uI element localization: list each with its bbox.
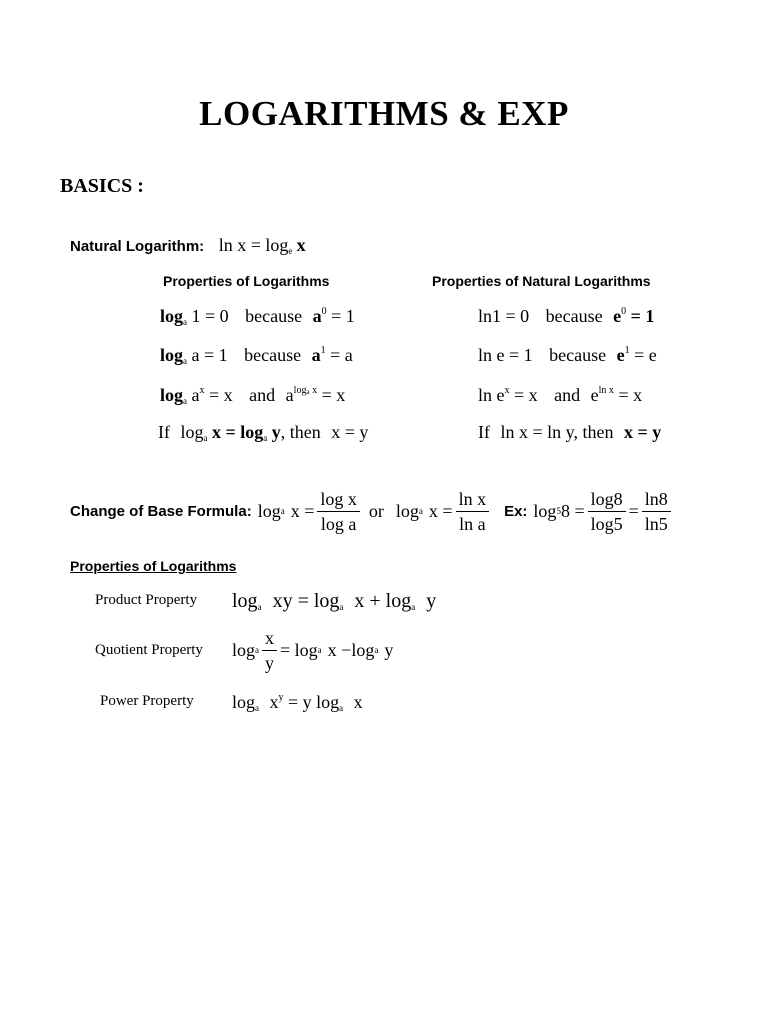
ln-property-row-4: If ln x = ln y, then x = y bbox=[478, 422, 662, 442]
properties-heading: Properties of Logarithms bbox=[70, 558, 237, 574]
example-label: Ex: bbox=[504, 502, 528, 520]
natural-log-lhs: ln x = log bbox=[218, 235, 289, 255]
fraction-logx-loga: $\frac{\text{log x}}{\text{log a}}$ bbox=[317, 490, 360, 533]
change-of-base-label: Change of Base Formula: bbox=[70, 502, 252, 520]
fraction-lnx-lna: $\frac{\text{ln x}}{\text{ln a}}$ bbox=[456, 490, 490, 533]
natural-log-base: e bbox=[288, 246, 293, 256]
left-column-heading: Properties of Logarithms bbox=[163, 273, 330, 289]
natural-log-definition bbox=[70, 236, 306, 256]
fraction-x-y: $\frac{x}{y}$ bbox=[262, 629, 277, 672]
product-property-label: Product Property bbox=[95, 592, 198, 608]
fraction-log8-log5: $\frac{\log 8}{\log 5}$ bbox=[588, 490, 626, 533]
quotient-property-formula: log a $\frac{x}{y}$ = log a x −log a y bbox=[232, 627, 394, 673]
right-column-heading: Properties of Natural Logarithms bbox=[432, 273, 651, 289]
basics-heading: BASICS : bbox=[60, 175, 144, 197]
fraction-ln8-ln5: $\frac{\ln 8}{\ln 5}$ bbox=[642, 490, 671, 533]
natural-log-label: Natural Logarithm: bbox=[70, 238, 205, 255]
ln-property-row-2: ln e = 1 because $e^1 = e$ bbox=[478, 345, 657, 365]
ln-property-row-1: ln1 = 0 because $e^0 = 1$ bbox=[478, 306, 655, 326]
log-property-row-4: If $\log_a x = \log_a y$, then x = y bbox=[158, 422, 369, 443]
log-property-row-1: $\log_a 1 = 0$ because $a^0 = 1$ bbox=[160, 306, 355, 327]
ln-property-row-3: $\ln e^x = x$ and $e^{ln x} = x$ bbox=[478, 385, 643, 405]
page-title: LOGARITHMS & EXP bbox=[199, 94, 569, 133]
change-of-base-formula: Change of Base Formula: log a x = $\frac{\text{log x}}{\text{log a}}$ or log a x = $\frac{\text{ln x}}{\text{ln a}}$ Ex: log 5 8 = $\frac{\log 8}{\log 5}$ = $\frac{\ln 8}{\ln 5}$ bbox=[70, 486, 674, 536]
log-property-row-2: $\log_a a = 1$ because $a^1 = a$ bbox=[160, 345, 353, 366]
power-property-label: Power Property bbox=[100, 693, 194, 709]
log-property-row-3: $\log_a a^x = x$ and $a^{log_a x} = x$ bbox=[160, 385, 346, 406]
natural-log-rhs: x bbox=[296, 235, 306, 255]
product-property-formula: $\log_a$ xy = $\log_a x + \log_a y$ bbox=[232, 590, 437, 612]
quotient-property-label: Quotient Property bbox=[95, 642, 203, 658]
power-property-formula: $\log_a x^y = y$ $\log_a x$ bbox=[232, 692, 363, 713]
